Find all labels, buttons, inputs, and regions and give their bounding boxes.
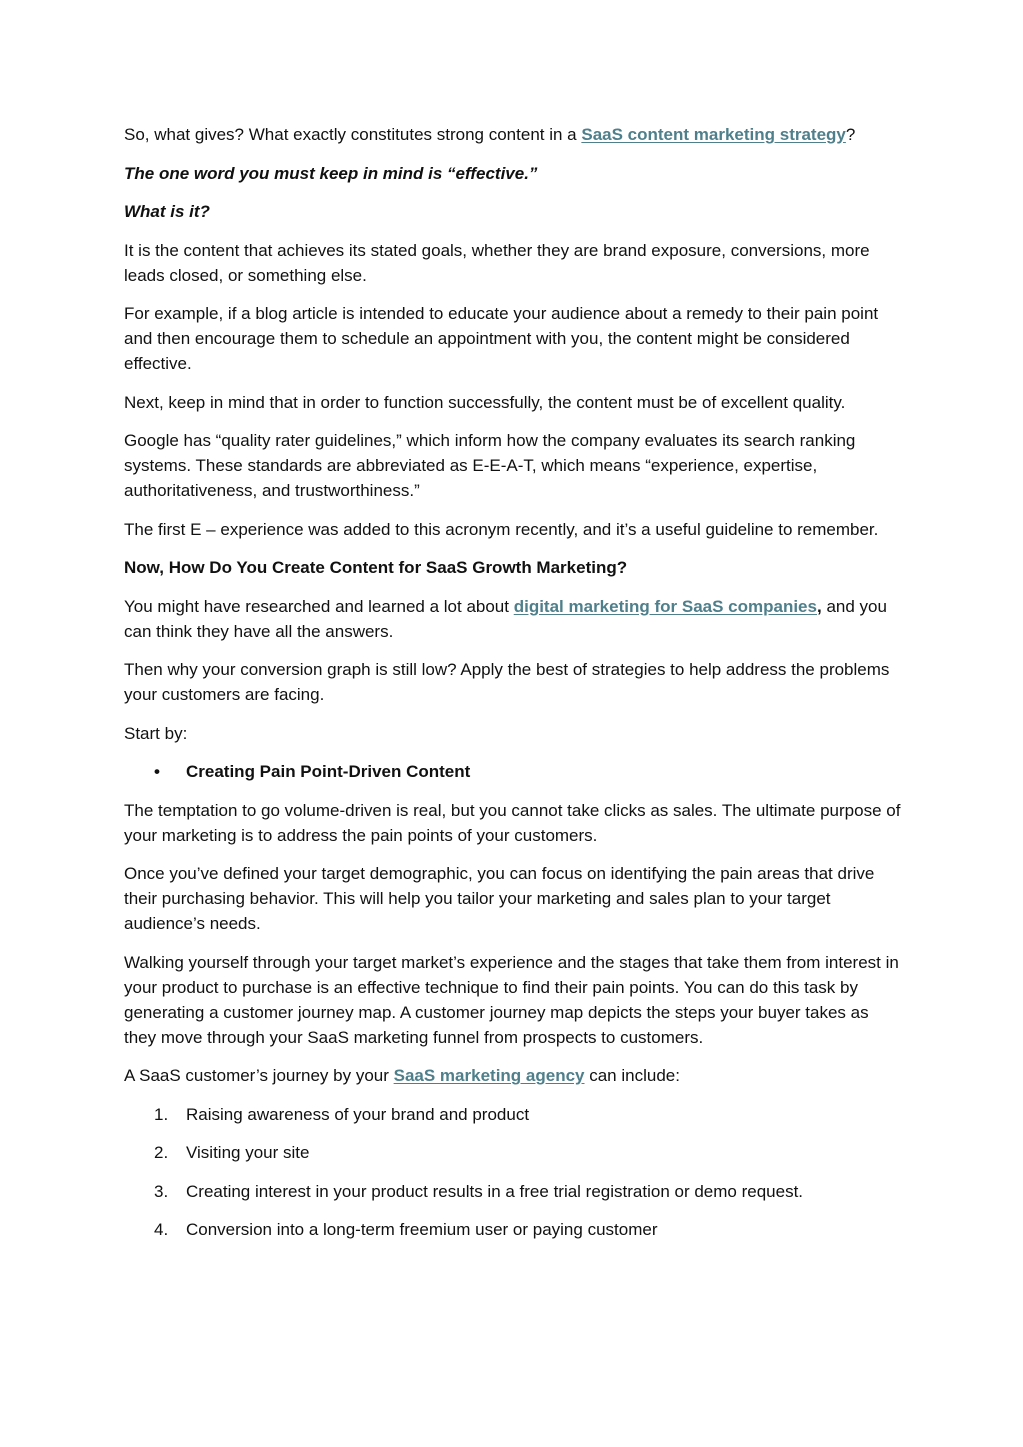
paragraph-google-guidelines: Google has “quality rater guidelines,” which inform how the company evaluates its search ranking systems. These standards are abbreviated as E-E-A-T, which means “experience, expertise, authoritativeness, and trustworthiness.” <box>124 431 856 500</box>
emphasis-effective: The one word you must keep in mind is “effective.” <box>124 163 538 183</box>
list-number: 3. <box>154 1181 169 1201</box>
paragraph-intro: So, what gives? What exactly constitutes strong content in a SaaS content marketing strategy? <box>124 125 856 144</box>
digital-marketing-saas-link[interactable]: digital marketing for SaaS companies <box>513 596 817 616</box>
list-number: 2. <box>154 1143 169 1162</box>
bullet-item <box>124 759 904 784</box>
paragraph-journey-map: Walking yourself through your target market’s experience and the stages that take them from interest in your product to purchase is an effective technique to find their pain points. You can do this task by generating a customer journey map. A customer journey map depicts the steps your buyer takes as they move through your SaaS marketing funnel from prospects to customers. <box>124 952 899 1047</box>
emphasis-question: What is it? <box>124 202 210 221</box>
paragraph-agency: A SaaS customer’s journey by your SaaS marketing agency can include: <box>124 1066 680 1085</box>
paragraph-demographic: Once you’ve defined your target demographic, you can focus on identifying the pain areas that drive their purchasing behavior. This will help you tailor your marketing and sales plan to your target audience’s needs. <box>124 864 875 933</box>
section-heading: Now, How Do You Create Content for SaaS Growth Marketing? <box>124 558 628 577</box>
list-item <box>124 1217 904 1242</box>
list-number: 4. <box>154 1220 169 1239</box>
paragraph-research: You might have researched and learned a lot about digital marketing for SaaS companies, and you can think they have all the answers. <box>124 596 887 641</box>
list-item <box>124 1179 904 1204</box>
list-text: Visiting your site <box>186 1143 310 1162</box>
saas-content-marketing-strategy-link[interactable]: SaaS content marketing strategy <box>581 125 846 144</box>
paragraph-quality: Next, keep in mind that in order to function successfully, the content must be of excellent quality. <box>124 392 846 412</box>
list-text: Creating interest in your product results in a free trial registration or demo request. <box>186 1181 804 1201</box>
paragraph-start-by: Start by: <box>124 723 188 743</box>
paragraph-experience: The first E – experience was added to this acronym recently, and it’s a useful guideline to remember. <box>124 519 879 539</box>
list-item <box>124 1102 904 1127</box>
paragraph-definition: It is the content that achieves its stated goals, whether they are brand exposure, conversions, more leads closed, or something else. <box>124 240 870 285</box>
list-text: Conversion into a long-term freemium user or paying customer <box>186 1220 658 1239</box>
list-number: 1. <box>154 1104 169 1124</box>
saas-marketing-agency-link[interactable]: SaaS marketing agency <box>393 1066 585 1085</box>
bullet-text: Creating Pain Point-Driven Content <box>186 762 471 781</box>
bullet-marker: • <box>154 762 160 781</box>
list-text: Raising awareness of your brand and product <box>186 1104 530 1124</box>
paragraph-temptation: The temptation to go volume-driven is real, but you cannot take clicks as sales. The ultimate purpose of your marketing is to address the pain points of your customers. <box>124 800 901 845</box>
paragraph-example: For example, if a blog article is intended to educate your audience about a remedy to their pain point and then encourage them to schedule an appointment with you, the content might be considered effective. <box>124 304 879 373</box>
paragraph-conversion: Then why your conversion graph is still low? Apply the best of strategies to help address the problems your customers are facing. <box>124 660 890 704</box>
list-item <box>124 1140 904 1165</box>
document-page <box>124 122 904 1256</box>
